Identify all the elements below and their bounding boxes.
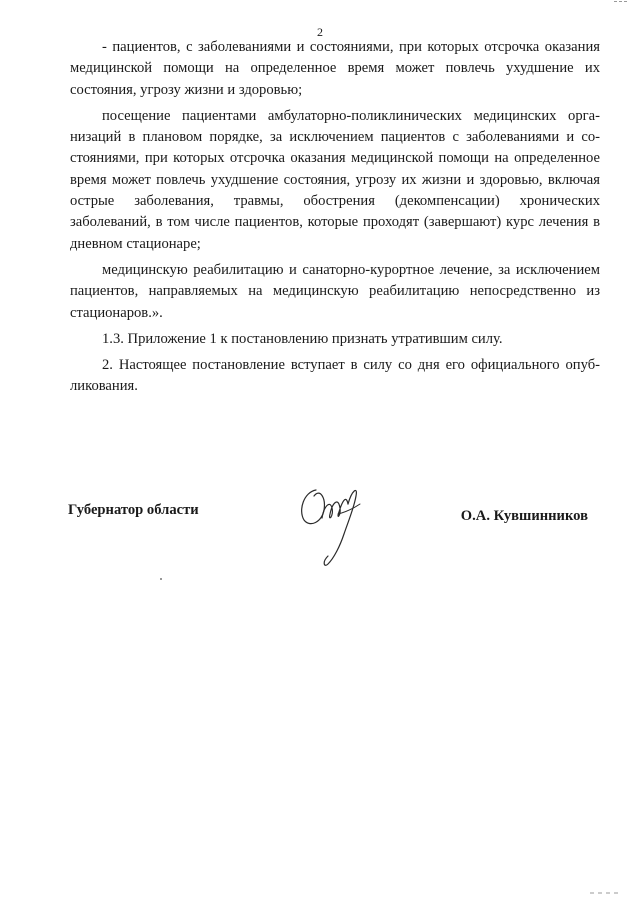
paragraph-outpatient-visits: посещение пациентами амбулаторно-поликлинических медицинских организаций в плановом порядке, за исключением пациентов с заболеваниями и состояниями, при которых отсрочка оказания медицинской помощи на определенное время может повлечь ухудшение состояния, угрозу их жизни и здоровью, включая острые заболевания, травмы, обострения (декомпенсации) хронических заболеваний, в том числе пациентов, которые проходят (завершают) курс лечения в дневном стационаре; <box>70 107 600 252</box>
scan-mark-top <box>614 0 628 3</box>
paragraph-patients-urgent: - пациентов, с заболеваниями и состояниями, при которых отсрочка оказания медицинской помощи на определенное время может повлечь ухудшение их состояния, угрозу жизни и здоровью; <box>70 39 600 98</box>
scan-mark-bottom <box>590 891 620 895</box>
paragraph-rehabilitation: медицинскую реабилитацию и санаторно-курортное лечение, за исключением пациентов, направляемых на медицинскую реабилитацию непосредственно из стационаров.». <box>70 261 600 321</box>
document-body <box>70 37 600 398</box>
signatory-role: Губернатор области <box>68 502 199 518</box>
paragraph-entry-into-force: 2. Настоящее постановление вступает в силу со дня его официального опубликования. <box>70 357 600 395</box>
paragraph-appendix-repeal: 1.3. Приложение 1 к постановлению признать утратившим силу. <box>102 330 503 347</box>
signatory-name: О.А. Кувшинников <box>460 508 588 524</box>
page-number: 2 <box>317 25 323 39</box>
scan-speck <box>160 578 162 580</box>
handwritten-signature <box>294 478 374 570</box>
signature-block <box>68 478 600 578</box>
